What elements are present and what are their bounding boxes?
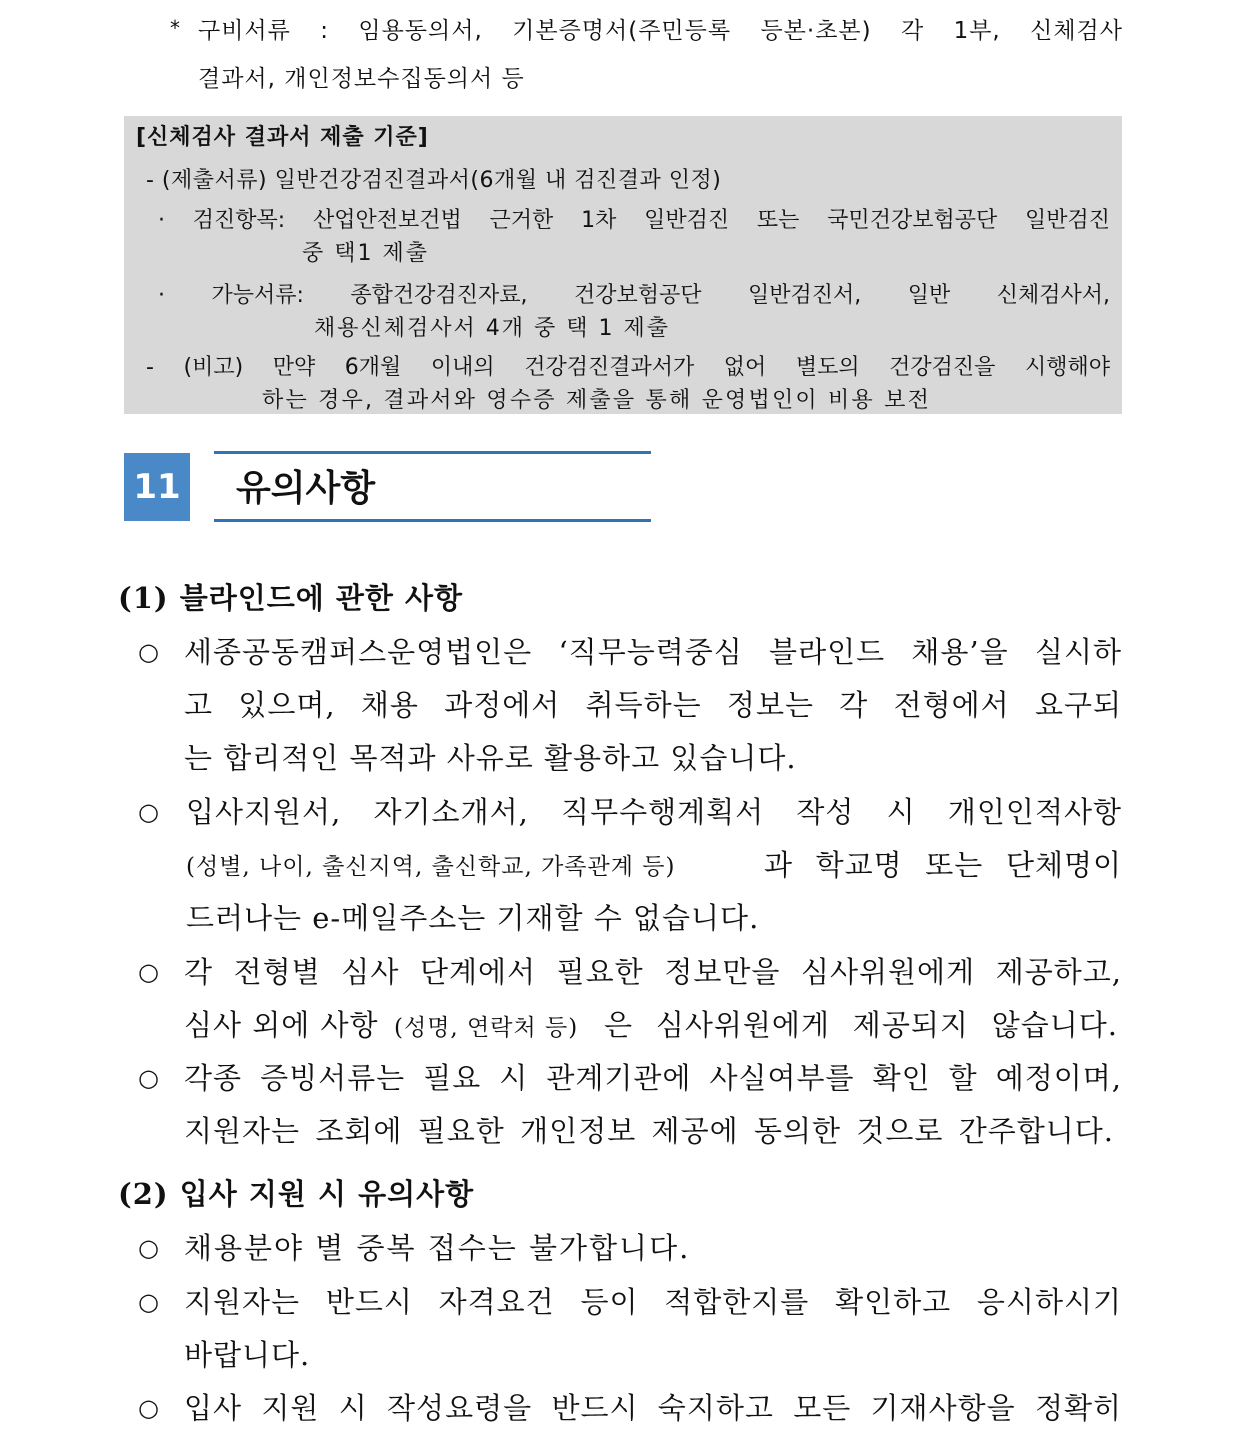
bullet-circle-icon: ○ <box>138 1394 159 1422</box>
blind-para-2-line-2-rest: 과 학교명 또는 단체명이 <box>764 848 1122 882</box>
blind-para-4-line-1: 각종 증빙서류는 필요 시 관계기관에 사실여부를 확인 할 예정이며, <box>184 1061 1122 1095</box>
bullet-circle-icon: ○ <box>138 958 159 986</box>
application-para-2-line-2: 바랍니다. <box>184 1338 311 1372</box>
bullet-circle-icon: ○ <box>138 1234 159 1262</box>
bullet-circle-icon: ○ <box>138 638 159 666</box>
application-para-1: 채용분야 별 중복 접수는 불가합니다. <box>184 1231 691 1265</box>
blind-para-3-line-1: 각 전형별 심사 단계에서 필요한 정보만을 심사위원에게 제공하고, <box>184 955 1122 989</box>
blind-para-3-line-2-part-c: 은 심사위원에게 제공되지 않습니다. <box>604 1008 1118 1042</box>
blind-para-4-line-2: 지원자는 조회에 필요한 개인정보 제공에 동의한 것으로 간주합니다. <box>184 1114 1114 1148</box>
blind-para-2-line-2-personal-info: (성별, 나이, 출신지역, 출신학교, 가족관계 등) <box>186 854 676 880</box>
blind-para-1-line-2: 고 있으며, 채용 과정에서 취득하는 정보는 각 전형에서 요구되 <box>184 688 1122 722</box>
application-para-3-line-1: 입사 지원 시 작성요령을 반드시 숙지하고 모든 기재사항을 정확히 <box>184 1391 1122 1425</box>
subsection-1-heading: (1) 블라인드에 관한 사항 <box>118 581 464 615</box>
criteria-item-submit-docs: - (제출서류) 일반건강검진결과서(6개월 내 검진결과 인정) <box>146 168 722 193</box>
blind-para-3-line-2-part-a: 심사 외에 사항 <box>184 1008 379 1042</box>
application-para-2-line-1: 지원자는 반드시 자격요건 등이 적합한지를 확인하고 응시하시기 <box>184 1285 1122 1319</box>
bullet-circle-icon: ○ <box>138 798 159 826</box>
blind-para-3-line-2-part-b: (성명, 연락처 등) <box>394 1015 579 1041</box>
blind-para-1-line-1: 세종공동캠퍼스운영법인은 ‘직무능력중심 블라인드 채용’을 실시하 <box>184 635 1122 669</box>
blind-para-2-line-1: 입사지원서, 자기소개서, 직무수행계획서 작성 시 개인인적사항 <box>186 795 1122 829</box>
note-line-1: 구비서류 : 임용동의서, 기본증명서(주민등록 등본·초본) 각 1부, 신체검사 <box>198 18 1123 44</box>
criteria-item-remark-line1: - (비고) 만약 6개월 이내의 건강검진결과서가 없어 별도의 건강검진을 시행해야 <box>146 355 1110 380</box>
section-number-badge: 11 <box>124 453 190 521</box>
note-line-2: 결과서, 개인정보수집동의서 등 <box>198 66 525 92</box>
criteria-item-exam-items-line1: · 검진항목: 산업안전보건법 근거한 1차 일반검진 또는 국민건강보험공단 일반검진 <box>158 208 1110 233</box>
blind-para-1-line-3: 는 합리적인 목적과 사유로 활용하고 있습니다. <box>184 741 797 775</box>
blind-para-2-line-3: 드러나는 e-메일주소는 기재할 수 없습니다. <box>186 901 760 935</box>
criteria-box-title: [신체검사 결과서 제출 기준] <box>136 125 429 150</box>
criteria-item-possible-docs-line2: 채용신체검사서 4개 중 택 1 제출 <box>314 316 670 341</box>
section-title-top-rule <box>214 451 651 454</box>
subsection-2-heading: (2) 입사 지원 시 유의사항 <box>118 1177 475 1211</box>
criteria-item-exam-items-line2: 중 택1 제출 <box>302 241 429 266</box>
criteria-item-remark-line2: 하는 경우, 결과서와 영수증 제출을 통해 운영법인이 비용 보전 <box>262 388 932 413</box>
section-title: 유의사항 <box>236 468 376 509</box>
bullet-circle-icon: ○ <box>138 1064 159 1092</box>
note-asterisk: * <box>170 16 180 40</box>
section-title-bottom-rule <box>214 519 651 522</box>
bullet-circle-icon: ○ <box>138 1288 159 1316</box>
criteria-item-possible-docs-line1: · 가능서류: 종합건강검진자료, 건강보험공단 일반검진서, 일반 신체검사서, <box>158 283 1110 308</box>
